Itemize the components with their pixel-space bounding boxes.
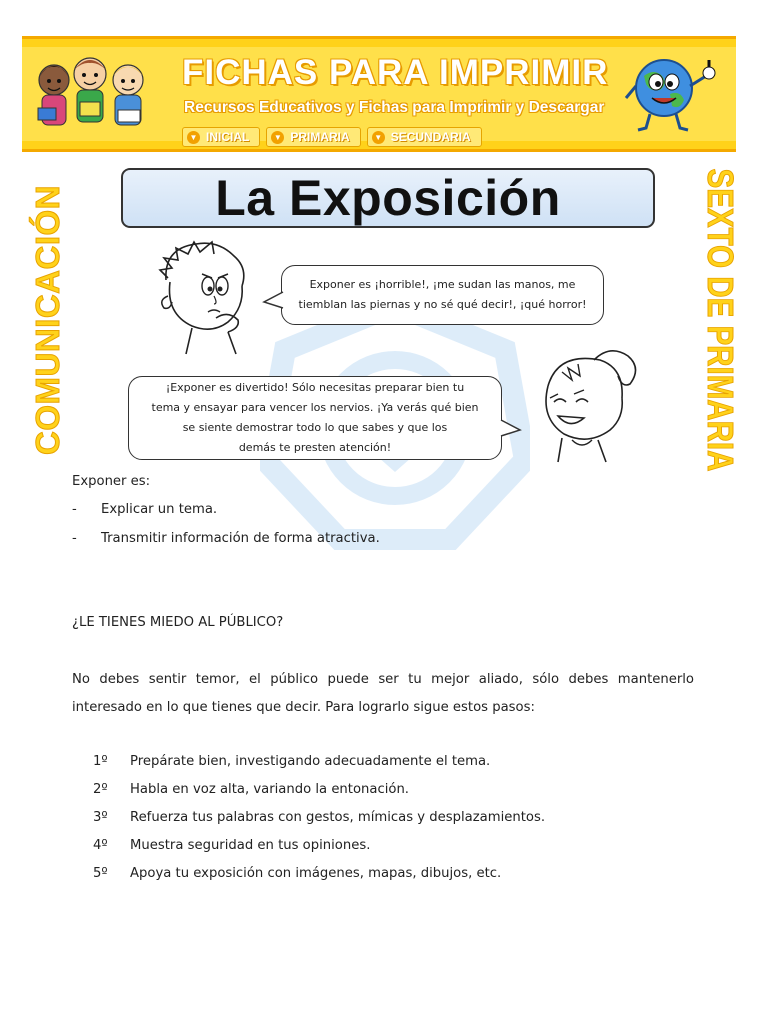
globe-mascot-icon xyxy=(622,54,726,136)
step-number: 1º xyxy=(93,754,108,769)
step-item xyxy=(93,782,409,797)
nav-button-secundaria[interactable] xyxy=(367,127,482,147)
section-paragraph: No debes sentir temor, el público puede ser tu mejor aliado, sólo debes mantenerlo interesado en lo que tienes que decir. Para lograrlo sigue estos pasos: xyxy=(72,672,694,715)
banner-nav xyxy=(182,127,482,147)
subject-text: COMUNICACIÓN xyxy=(29,185,66,455)
step-item xyxy=(93,754,490,769)
definition-item xyxy=(72,502,217,517)
nav-label: PRIMARIA xyxy=(290,130,350,144)
nav-label: SECUNDARIA xyxy=(390,130,471,144)
definition-intro: Exponer es: xyxy=(72,474,151,489)
section-heading: ¿LE TIENES MIEDO AL PÚBLICO? xyxy=(72,615,284,630)
arrow-down-icon: ▼ xyxy=(271,131,284,144)
speech-line: tema y ensayar para vencer los nervios. ¡Ya verás qué bien xyxy=(151,401,479,414)
definition-item-text: Explicar un tema. xyxy=(101,502,218,517)
step-item xyxy=(93,866,501,881)
step-text: Habla en voz alta, variando la entonación. xyxy=(130,782,409,797)
step-number: 2º xyxy=(93,782,108,797)
arrow-down-icon: ▼ xyxy=(187,131,200,144)
nav-button-inicial[interactable] xyxy=(182,127,260,147)
step-text: Refuerza tus palabras con gestos, mímicas y desplazamientos. xyxy=(130,810,546,825)
kids-reading-icon xyxy=(32,50,152,146)
arrow-down-icon: ▼ xyxy=(372,131,385,144)
nav-label: INICIAL xyxy=(206,130,250,144)
step-number: 5º xyxy=(93,866,108,881)
speech-line: ¡Exponer es divertido! Sólo necesitas preparar bien tu xyxy=(165,381,465,394)
title-box xyxy=(121,168,655,228)
step-item xyxy=(93,838,370,853)
page-title: La Exposición xyxy=(215,170,561,226)
speech-line: demás te presten atención! xyxy=(238,441,392,454)
step-number: 3º xyxy=(93,810,108,825)
dash-bullet: - xyxy=(72,531,77,546)
speech-bubble-girl xyxy=(128,376,502,460)
speech-bubble-boy xyxy=(281,265,604,325)
step-text: Apoya tu exposición con imágenes, mapas, dibujos, etc. xyxy=(130,866,502,881)
subject-label xyxy=(30,160,66,480)
site-subtitle: Recursos Educativos y Fichas para Imprimir y Descargar xyxy=(184,99,605,116)
step-number: 4º xyxy=(93,838,108,853)
grade-label xyxy=(700,160,740,480)
grade-text: SEXTO DE PRIMARIA xyxy=(700,168,741,472)
speech-line: se siente demostrar todo lo que sabes y que los xyxy=(182,421,448,434)
speech-tail-icon xyxy=(500,418,522,440)
step-text: Muestra seguridad en tus opiniones. xyxy=(130,838,371,853)
happy-girl-icon xyxy=(518,346,648,466)
step-text: Prepárate bien, investigando adecuadamente el tema. xyxy=(130,754,491,769)
site-title[interactable]: FICHAS PARA IMPRIMIR xyxy=(182,53,609,92)
worried-boy-icon xyxy=(156,238,276,356)
speech-tail-icon xyxy=(262,290,284,312)
dash-bullet: - xyxy=(72,502,77,517)
speech-line: Exponer es ¡horrible!, ¡me sudan las manos, me xyxy=(309,278,576,291)
step-item xyxy=(93,810,545,825)
definition-item-text: Transmitir información de forma atractiva. xyxy=(101,531,380,546)
speech-line: tiemblan las piernas y no sé qué decir!, ¡qué horror! xyxy=(298,298,587,311)
nav-button-primaria[interactable] xyxy=(266,127,360,147)
definition-item xyxy=(72,531,380,546)
